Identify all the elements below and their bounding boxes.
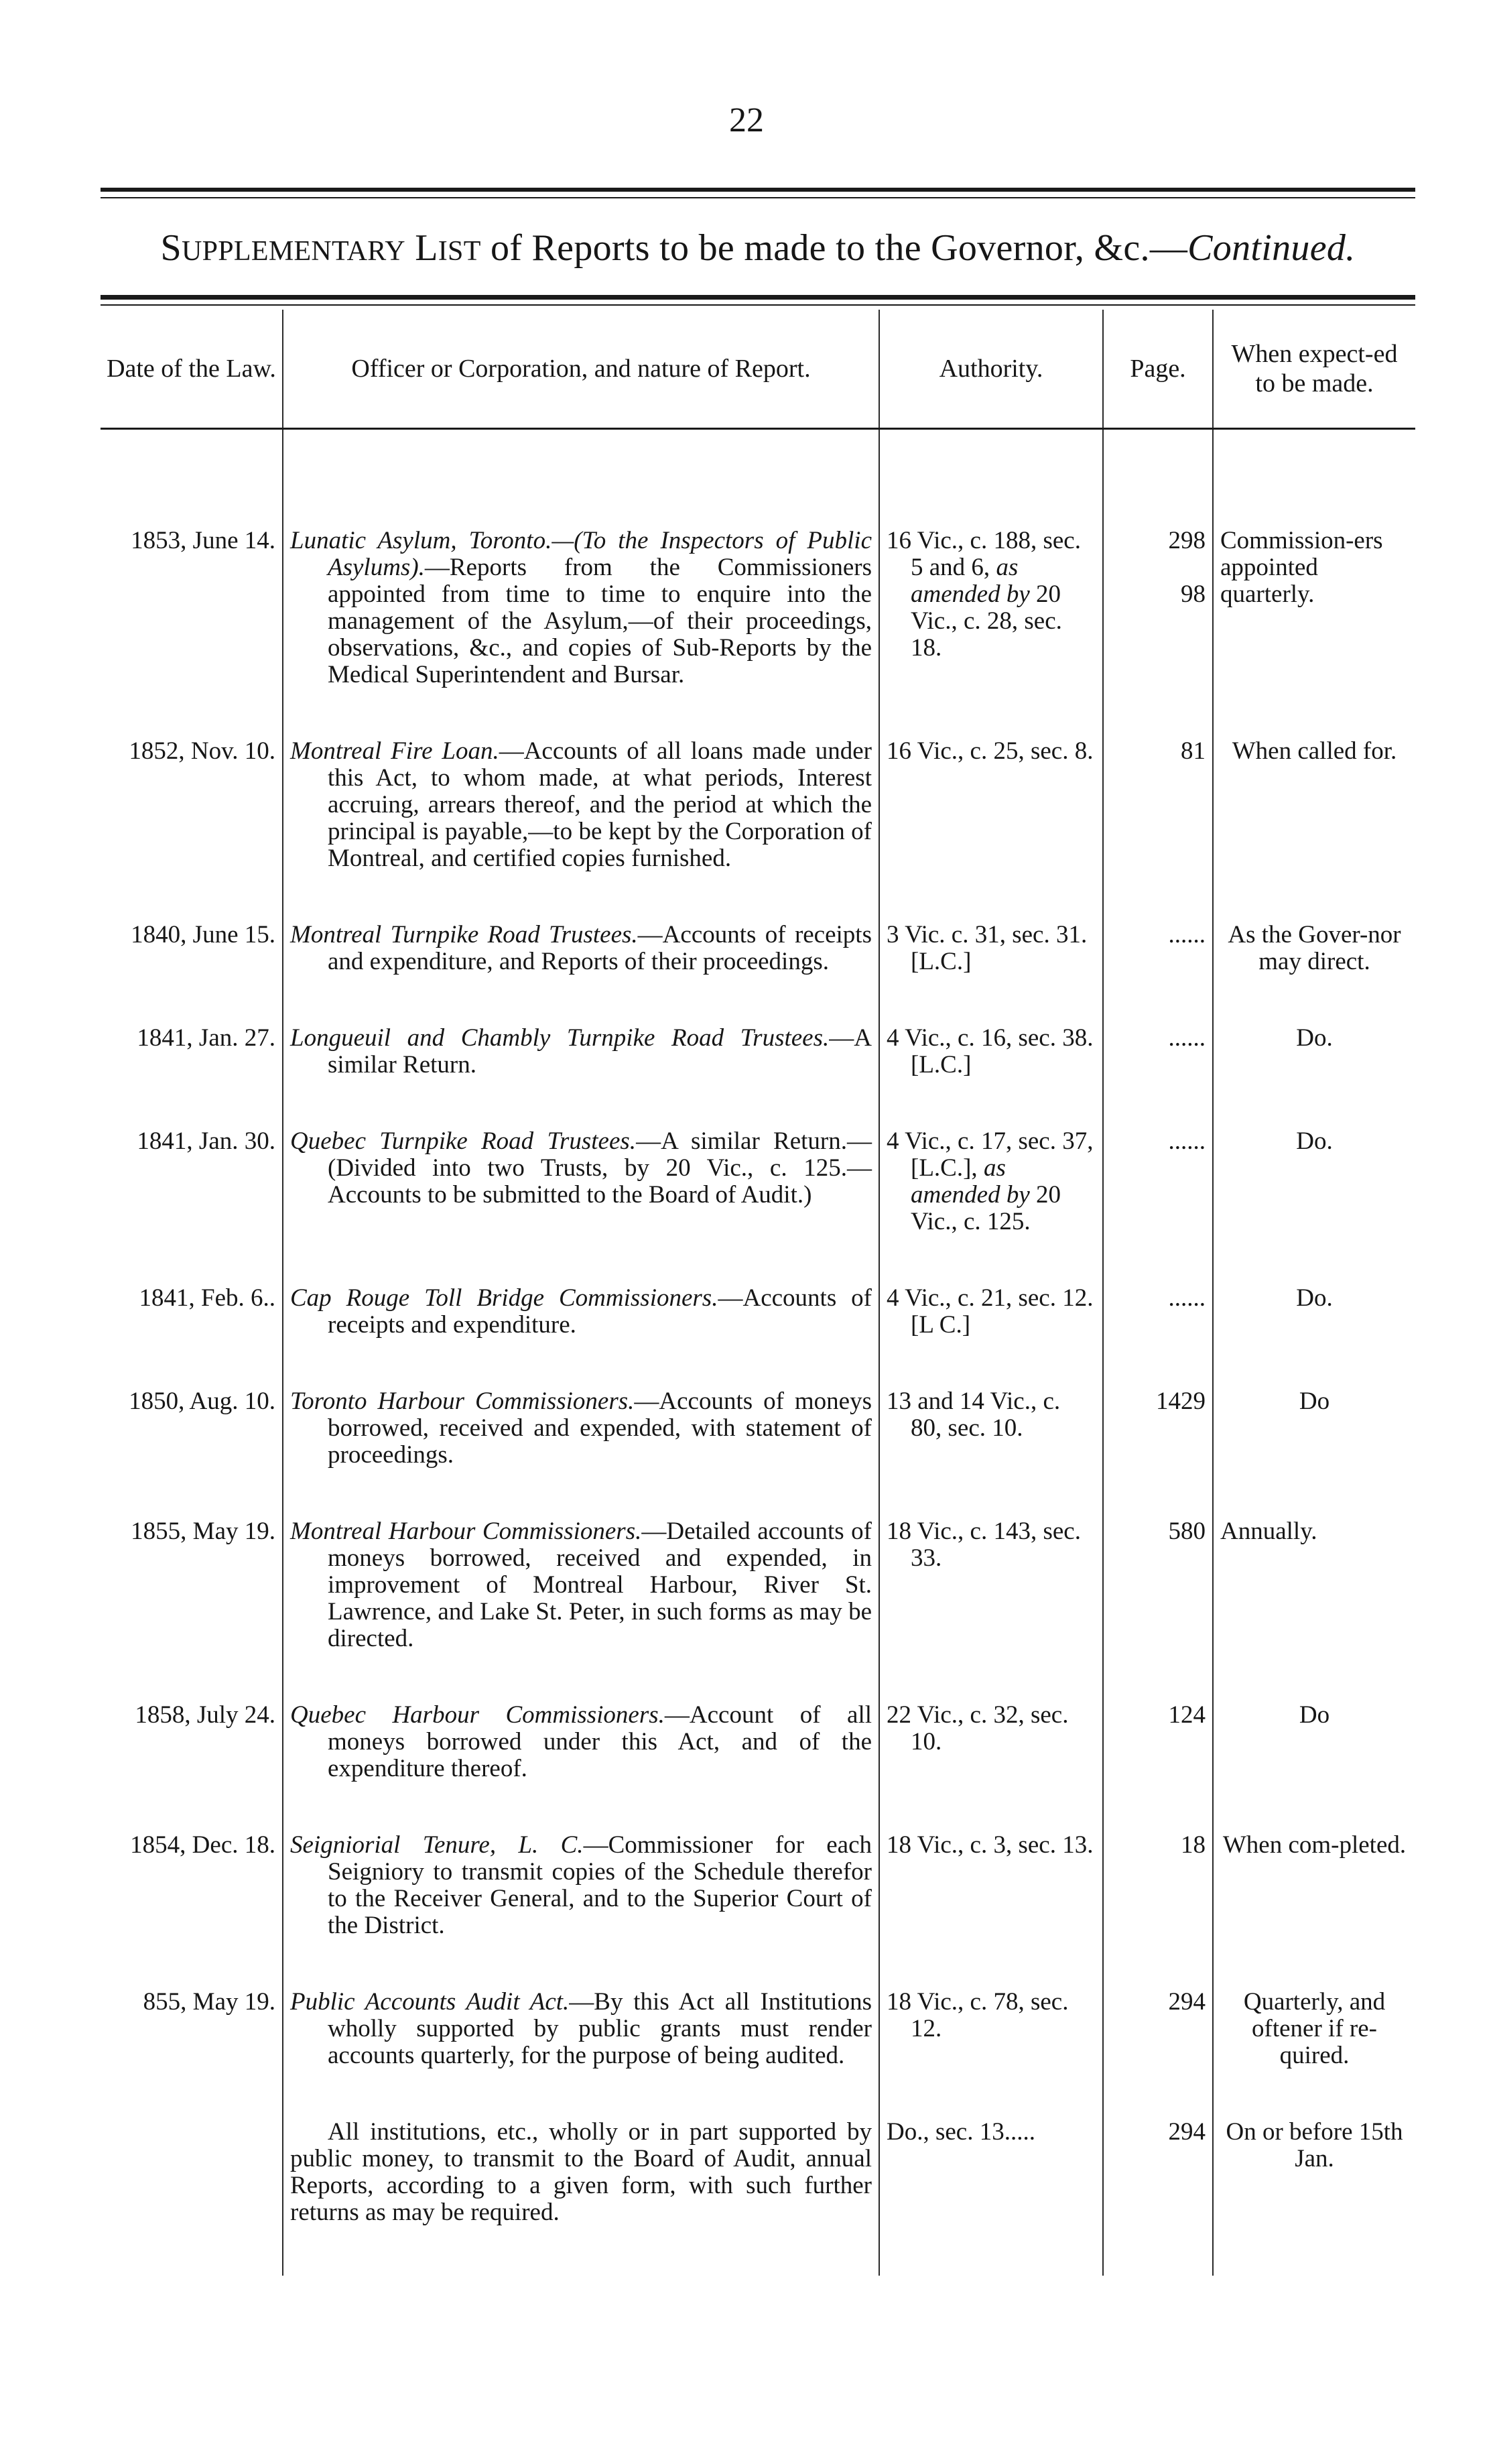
table-row xyxy=(101,1702,1415,1832)
table-row xyxy=(101,1285,1415,1388)
reports-table xyxy=(101,310,1415,2276)
law-date: 855, May 19. xyxy=(143,1988,275,2016)
law-date: 1854, Dec. 18. xyxy=(130,1831,275,1859)
when-expected: Do. xyxy=(1213,1025,1415,1128)
law-date: 1841, Jan. 27. xyxy=(137,1024,275,1052)
report-description: All institutions, etc., wholly or in part supported by public money, to transmit to the Board of Audit, annual Reports, according to a given form, with such further returns as may be required. xyxy=(283,2119,879,2276)
when-expected: Do. xyxy=(1213,1128,1415,1285)
table-row xyxy=(101,1832,1415,1989)
col-header-date: Date of the Law. xyxy=(101,310,283,429)
page-ref: 298 98 xyxy=(1103,528,1213,738)
law-date: 1852, Nov. 10. xyxy=(129,737,275,765)
authority: 18 Vic., c. 3, sec. 13. xyxy=(879,1832,1103,1989)
report-description: Quebec Harbour Commissioners.—Account of all moneys borrowed under this Act, and of the expenditure thereof. xyxy=(283,1702,879,1832)
table-row xyxy=(101,528,1415,738)
col-header-authority: Authority. xyxy=(879,310,1103,429)
page-ref: ...... xyxy=(1103,1285,1213,1388)
when-expected: Commission-ers appointed quarterly. xyxy=(1213,528,1415,738)
authority: 18 Vic., c. 143, sec. 33. xyxy=(879,1518,1103,1702)
authority: 4 Vic., c. 16, sec. 38. [L.C.] xyxy=(879,1025,1103,1128)
table-row xyxy=(101,2119,1415,2276)
title-rule-thick xyxy=(101,295,1415,300)
report-description: Montreal Turnpike Road Trustees.—Accounts of receipts and expenditure, and Reports of their proceedings. xyxy=(283,922,879,1025)
table-row xyxy=(101,1128,1415,1285)
table-row xyxy=(101,922,1415,1025)
law-date: 1853, June 14. xyxy=(131,527,275,554)
authority: 18 Vic., c. 78, sec. 12. xyxy=(879,1989,1103,2119)
law-date: 1855, May 19. xyxy=(131,1518,275,1545)
authority: 4 Vic., c. 17, sec. 37, [L.C.], as amended by 20 Vic., c. 125. xyxy=(879,1128,1103,1285)
law-date xyxy=(101,2119,283,2276)
authority: 16 Vic., c. 188, sec. 5 and 6, as amended by 20 Vic., c. 28, sec. 18. xyxy=(879,528,1103,738)
page-number: 22 xyxy=(729,101,764,139)
when-expected: When called for. xyxy=(1213,738,1415,922)
page-ref: 81 xyxy=(1103,738,1213,922)
spacer-row xyxy=(101,429,1415,528)
page-title: SUPPLEMENTARY LIST of Reports to be made to the Governor, &c.—Continued. xyxy=(160,227,1356,269)
authority: 3 Vic. c. 31, sec. 31. [L.C.] xyxy=(879,922,1103,1025)
report-description: Seigniorial Tenure, L. C.—Commissioner for each Seigniory to transmit copies of the Schedule therefor to the Receiver General, and to the Superior Court of the District. xyxy=(283,1832,879,1989)
authority: Do., sec. 13..... xyxy=(879,2119,1103,2276)
report-description: Toronto Harbour Commissioners.—Accounts of moneys borrowed, received and expended, with statement of proceedings. xyxy=(283,1388,879,1518)
table-row xyxy=(101,1989,1415,2119)
report-description: Public Accounts Audit Act.—By this Act all Institutions wholly supported by public grants must render accounts quarterly, for the purpose of being audited. xyxy=(283,1989,879,2119)
report-description: Montreal Harbour Commissioners.—Detailed accounts of moneys borrowed, received and expended, in improvement of Montreal Harbour, River St. Lawrence, and Lake St. Peter, in such forms as may be directed. xyxy=(283,1518,879,1702)
header-row xyxy=(101,310,1415,429)
page-ref: 294 xyxy=(1103,1989,1213,2119)
col-header-when: When expect-ed to be made. xyxy=(1213,310,1415,429)
table-row xyxy=(101,1388,1415,1518)
law-date: 1841, Feb. 6.. xyxy=(139,1284,275,1312)
law-date: 1858, July 24. xyxy=(135,1701,275,1729)
when-expected: Quarterly, and oftener if re-quired. xyxy=(1213,1989,1415,2119)
col-header-officer: Officer or Corporation, and nature of Report. xyxy=(283,310,879,429)
law-date: 1841, Jan. 30. xyxy=(137,1127,275,1155)
table-row xyxy=(101,738,1415,922)
page-ref: 294 xyxy=(1103,2119,1213,2276)
law-date: 1840, June 15. xyxy=(131,921,275,948)
table-row xyxy=(101,1518,1415,1702)
when-expected: When com-pleted. xyxy=(1213,1832,1415,1989)
page-ref: 1429 xyxy=(1103,1388,1213,1518)
report-description: Quebec Turnpike Road Trustees.—A similar Return.—(Divided into two Trusts, by 20 Vic., c. 125.—Accounts to be submitted to the Board of Audit.) xyxy=(283,1128,879,1285)
title-rule-thin xyxy=(101,304,1415,306)
authority: 13 and 14 Vic., c. 80, sec. 10. xyxy=(879,1388,1103,1518)
top-rule-thick xyxy=(101,188,1415,192)
when-expected: Do xyxy=(1213,1388,1415,1518)
page-ref: ...... xyxy=(1103,1025,1213,1128)
report-description: Lunatic Asylum, Toronto.—(To the Inspectors of Public Asylums).—Reports from the Commissioners appointed from time to time to enquire into the management of the Asylum,—of their proceedings, observations, &c., and copies of Sub-Reports by the Medical Superintendent and Bursar. xyxy=(283,528,879,738)
when-expected: Annually. xyxy=(1213,1518,1415,1702)
when-expected: As the Gover-nor may direct. xyxy=(1213,922,1415,1025)
when-expected: Do xyxy=(1213,1702,1415,1832)
authority: 16 Vic., c. 25, sec. 8. xyxy=(879,738,1103,922)
authority: 22 Vic., c. 32, sec. 10. xyxy=(879,1702,1103,1832)
page-ref: 18 xyxy=(1103,1832,1213,1989)
when-expected: Do. xyxy=(1213,1285,1415,1388)
table-row xyxy=(101,1025,1415,1128)
col-header-page: Page. xyxy=(1103,310,1213,429)
authority: 4 Vic., c. 21, sec. 12. [L C.] xyxy=(879,1285,1103,1388)
page-ref: 124 xyxy=(1103,1702,1213,1832)
law-date: 1850, Aug. 10. xyxy=(129,1388,275,1415)
report-description: Longueuil and Chambly Turnpike Road Trustees.—A similar Return. xyxy=(283,1025,879,1128)
top-rule-thin xyxy=(101,197,1415,198)
report-description: Cap Rouge Toll Bridge Commissioners.—Accounts of receipts and expenditure. xyxy=(283,1285,879,1388)
page-ref: 580 xyxy=(1103,1518,1213,1702)
when-expected: On or before 15th Jan. xyxy=(1213,2119,1415,2276)
page-ref: ...... xyxy=(1103,922,1213,1025)
page-ref: ...... xyxy=(1103,1128,1213,1285)
report-description: Montreal Fire Loan.—Accounts of all loans made under this Act, to whom made, at what periods, Interest accruing, arrears thereof, and the period at which the principal is payable,—to be kept by the Corporation of Montreal, and certified copies furnished. xyxy=(283,738,879,922)
